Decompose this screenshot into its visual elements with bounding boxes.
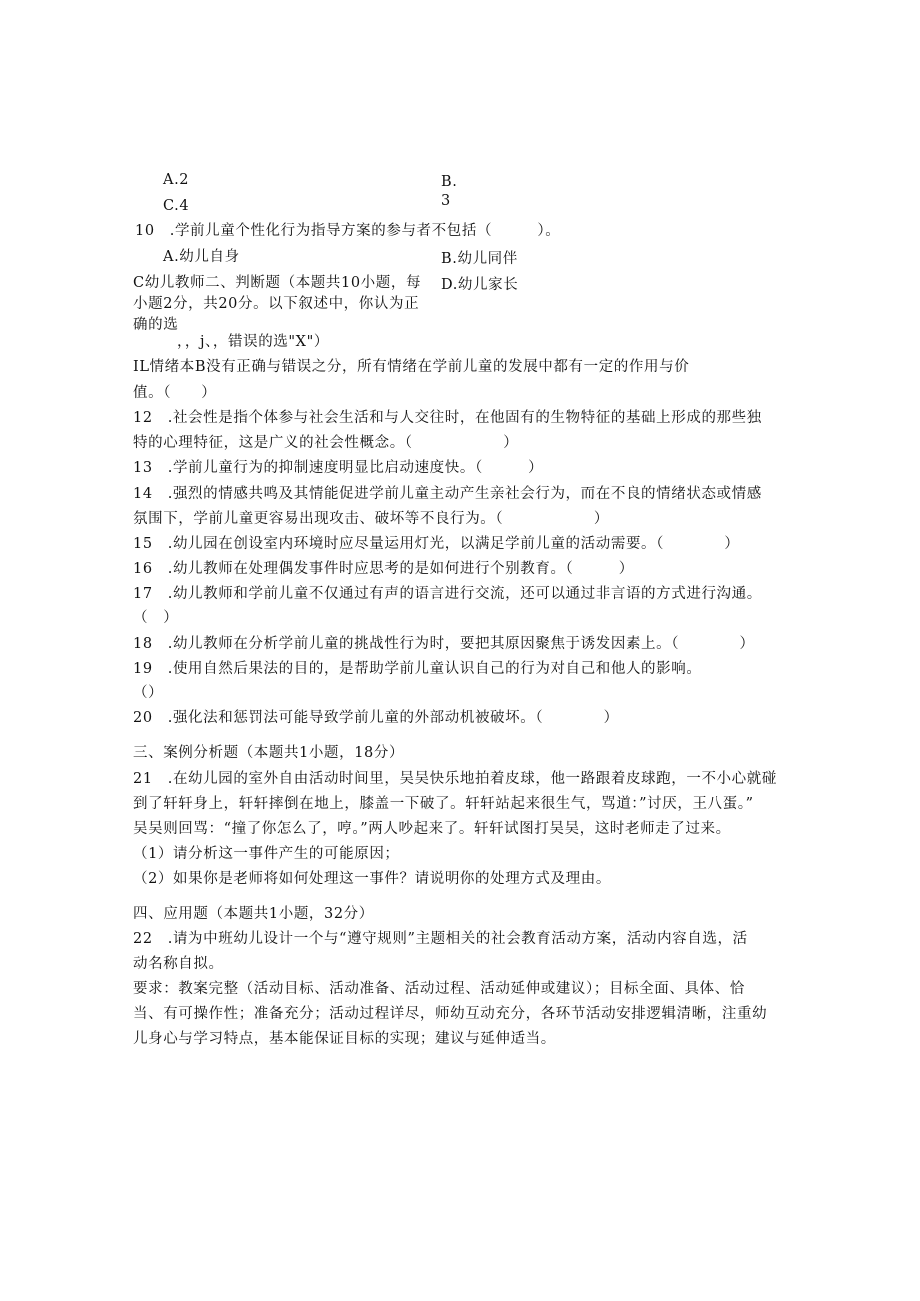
section4-line: 当、有可操作性；准备充分；活动过程详尽，师幼互动充分，各环节活动安排逻辑清晰，注重幼 [133, 1006, 768, 1022]
q10-stem: 10 .学前儿童个性化行为指导方案的参与者不包括（ ）。 [135, 223, 561, 239]
section4-line: 儿身心与学习特点，基本能保证目标的实现；建议与延伸适当。 [133, 1031, 556, 1047]
q10-option-a: A.幼儿自身 [163, 249, 240, 265]
judgement-line: 19 .使用自然后果法的目的，是帮助学前儿童认识自己的行为对自己和他人的影响。 [133, 661, 702, 677]
judgement-line: 氛围下，学前儿童更容易出现攻击、破坏等不良行为。（ ） [133, 511, 609, 527]
judgement-line: 14 .强烈的情感共鸣及其情能促进学前儿童主动产生亲社会行为，而在不良的情绪状态或情感 [133, 486, 762, 502]
section3-line: 21 .在幼儿园的室外自由活动时间里，吴吴快乐地拍着皮球，他一路跟着皮球跑，一不小心就碰 [133, 771, 777, 787]
q10-option-c-merged: C幼儿教师二、判断题（本题共10小题，每小题2分，共20分。以下叙述中，你认为正确的选 [133, 275, 422, 333]
judgement-line: 特的心理特征，这是广义的社会性概念。（ ） [133, 435, 519, 451]
judgement-line: 12 .社会性是指个体参与社会生活和与人交往时，在他固有的生物特征的基础上形成的那些独 [133, 410, 762, 426]
q9-option-b-letter: B. [441, 174, 458, 190]
q10-option-d: D.幼儿家长 [441, 277, 519, 293]
judgement-line: IL情绪本B没有正确与错误之分，所有情绪在学前儿童的发展中都有一定的作用与价 [133, 359, 690, 375]
judgement-line: 16 .幼儿教师在处理偶发事件时应思考的是如何进行个别教育。（ ） [133, 561, 634, 577]
section3-line: （2）如果你是老师将如何处理这一事件？请说明你的处理方式及理由。 [133, 871, 611, 887]
judgement-line: （） [133, 685, 164, 701]
judgement-line: 13 .学前儿童行为的抑制速度明显比启动速度快。（ ） [133, 460, 544, 476]
section4-line: 22 .请为中班幼儿设计一个与“遵守规则”主题相关的社会教育活动方案，活动内容自选，活 [133, 931, 748, 947]
judgement-line: 18 .幼儿教师在分析学前儿童的挑战性行为时，要把其原因聚焦于诱发因素上。（ ） [133, 636, 755, 652]
section3-heading: 三、案例分析题（本题共1小题，18分） [133, 745, 405, 761]
judgement-line: 20 .强化法和惩罚法可能导致学前儿童的外部动机被破坏。（ ） [133, 710, 619, 726]
judgement-line: 17 .幼儿教师和学前儿童不仅通过有声的语言进行交流，还可以通过非言语的方式进行沟通。 [133, 586, 762, 602]
section3-line: （1）请分析这一事件产生的可能原因； [133, 846, 400, 862]
judgement-line: 值。（ ） [133, 385, 217, 401]
q9-option-a: A.2 [163, 172, 190, 188]
q9-option-b-value: 3 [441, 193, 451, 209]
section3-line: 到了轩轩身上，轩轩摔倒在地上，膝盖一下破了。轩轩站起来很生气，骂道：”讨厌，王八蛋。” [133, 796, 754, 812]
section4-line: 要求：教案完整（活动目标、活动准备、活动过程、活动延伸或建议）；目标全面、具体、恰 [133, 981, 745, 997]
judgement-line: （ ） [133, 610, 179, 626]
section3-line: 吴吴则回骂：“撞了你怎么了，哼。”两人吵起来了。轩轩试图打吴吴，这时老师走了过来。 [133, 821, 731, 837]
judgement-line: 15 .幼儿园在创设室内环境时应尽量运用灯光，以满足学前儿童的活动需要。（ ） [133, 536, 740, 552]
section4-line: 动名称自拟。 [133, 956, 224, 972]
q9-option-c: C.4 [163, 198, 190, 214]
q10-option-b: B.幼儿同伴 [441, 251, 518, 267]
q10-option-c-tail: ，，j、，错误的选"X"） [177, 334, 329, 350]
section4-heading: 四、应用题（本题共1小题，32分） [133, 906, 374, 922]
